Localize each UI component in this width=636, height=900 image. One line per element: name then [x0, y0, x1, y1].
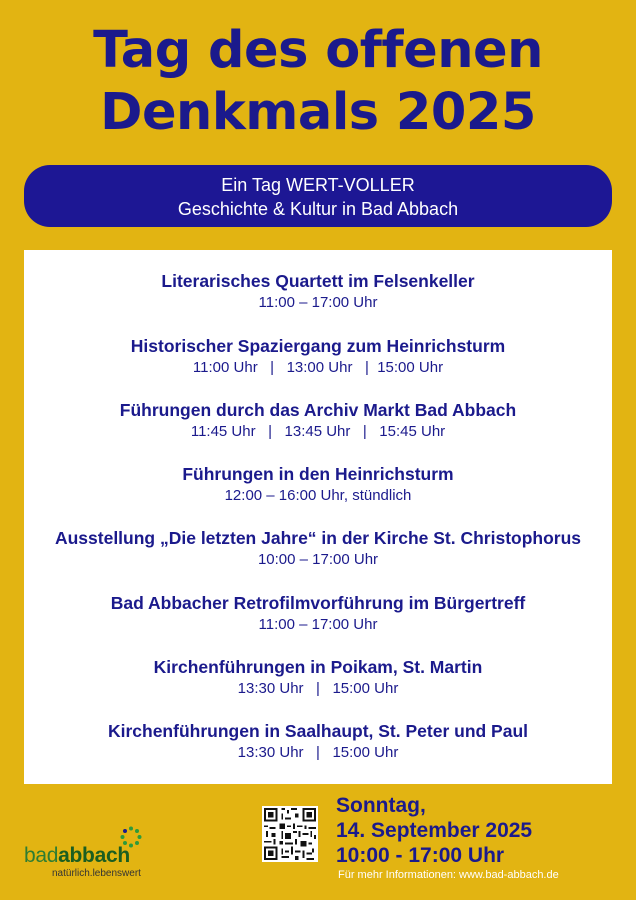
event-hours: 10:00 - 17:00 Uhr [336, 844, 505, 867]
event-name: Literarisches Quartett im Felsenkeller [161, 271, 475, 291]
event-date: 14. September 2025 [336, 819, 533, 842]
event-item [24, 270, 612, 313]
bad-abbach-logo [24, 826, 154, 886]
event-time: 11:45 Uhr | 13:45 Uhr | 15:45 Uhr [190, 423, 446, 440]
logo-wordmark [24, 844, 130, 868]
event-name: Führungen in den Heinrichsturm [182, 464, 454, 484]
event-name: Kirchenführungen in Poikam, St. Martin [153, 657, 483, 677]
subtitle-line-1: Ein Tag WERT-VOLLER [221, 175, 415, 195]
event-item [24, 463, 612, 506]
event-name: Kirchenführungen in Saalhaupt, St. Peter und Paul [107, 721, 529, 741]
event-item [24, 527, 612, 570]
events-panel [24, 250, 612, 784]
event-time: 13:30 Uhr | 15:00 Uhr [237, 680, 399, 697]
event-item [24, 656, 612, 699]
subtitle-banner [24, 165, 612, 227]
event-item [24, 335, 612, 378]
title-line-1: Tag des offenen [93, 21, 543, 80]
event-name: Führungen durch das Archiv Markt Bad Abbach [119, 400, 517, 420]
event-time: 11:00 – 17:00 Uhr [258, 616, 378, 633]
event-date-block [336, 793, 532, 868]
event-time: 13:30 Uhr | 15:00 Uhr [237, 744, 399, 761]
logo-word-light: bad [24, 844, 59, 867]
qr-code-icon[interactable] [262, 806, 318, 862]
event-day: Sonntag, [336, 794, 426, 817]
event-item [24, 592, 612, 635]
subtitle-line-2: Geschichte & Kultur in Bad Abbach [177, 199, 459, 219]
event-name: Bad Abbacher Retrofilmvorführung im Bürgertreff [110, 593, 526, 613]
title-line-2: Denkmals 2025 [100, 83, 536, 142]
event-name: Ausstellung „Die letzten Jahre“ in der Kirche St. Christophorus [54, 528, 582, 548]
event-time: 12:00 – 16:00 Uhr, stündlich [224, 487, 412, 504]
event-time: 10:00 – 17:00 Uhr [257, 551, 379, 568]
event-item [24, 720, 612, 763]
event-name: Historischer Spaziergang zum Heinrichsturm [130, 336, 506, 356]
info-link[interactable]: Für mehr Informationen: www.bad-abbach.de [338, 869, 559, 881]
event-time: 11:00 Uhr | 13:00 Uhr | 15:00 Uhr [192, 359, 444, 376]
event-item [24, 399, 612, 442]
logo-tagline: natürlich.lebenswert [52, 868, 141, 879]
event-time: 11:00 – 17:00 Uhr [258, 294, 378, 311]
poster-title [0, 20, 636, 144]
logo-word-bold: abbach [58, 844, 130, 867]
